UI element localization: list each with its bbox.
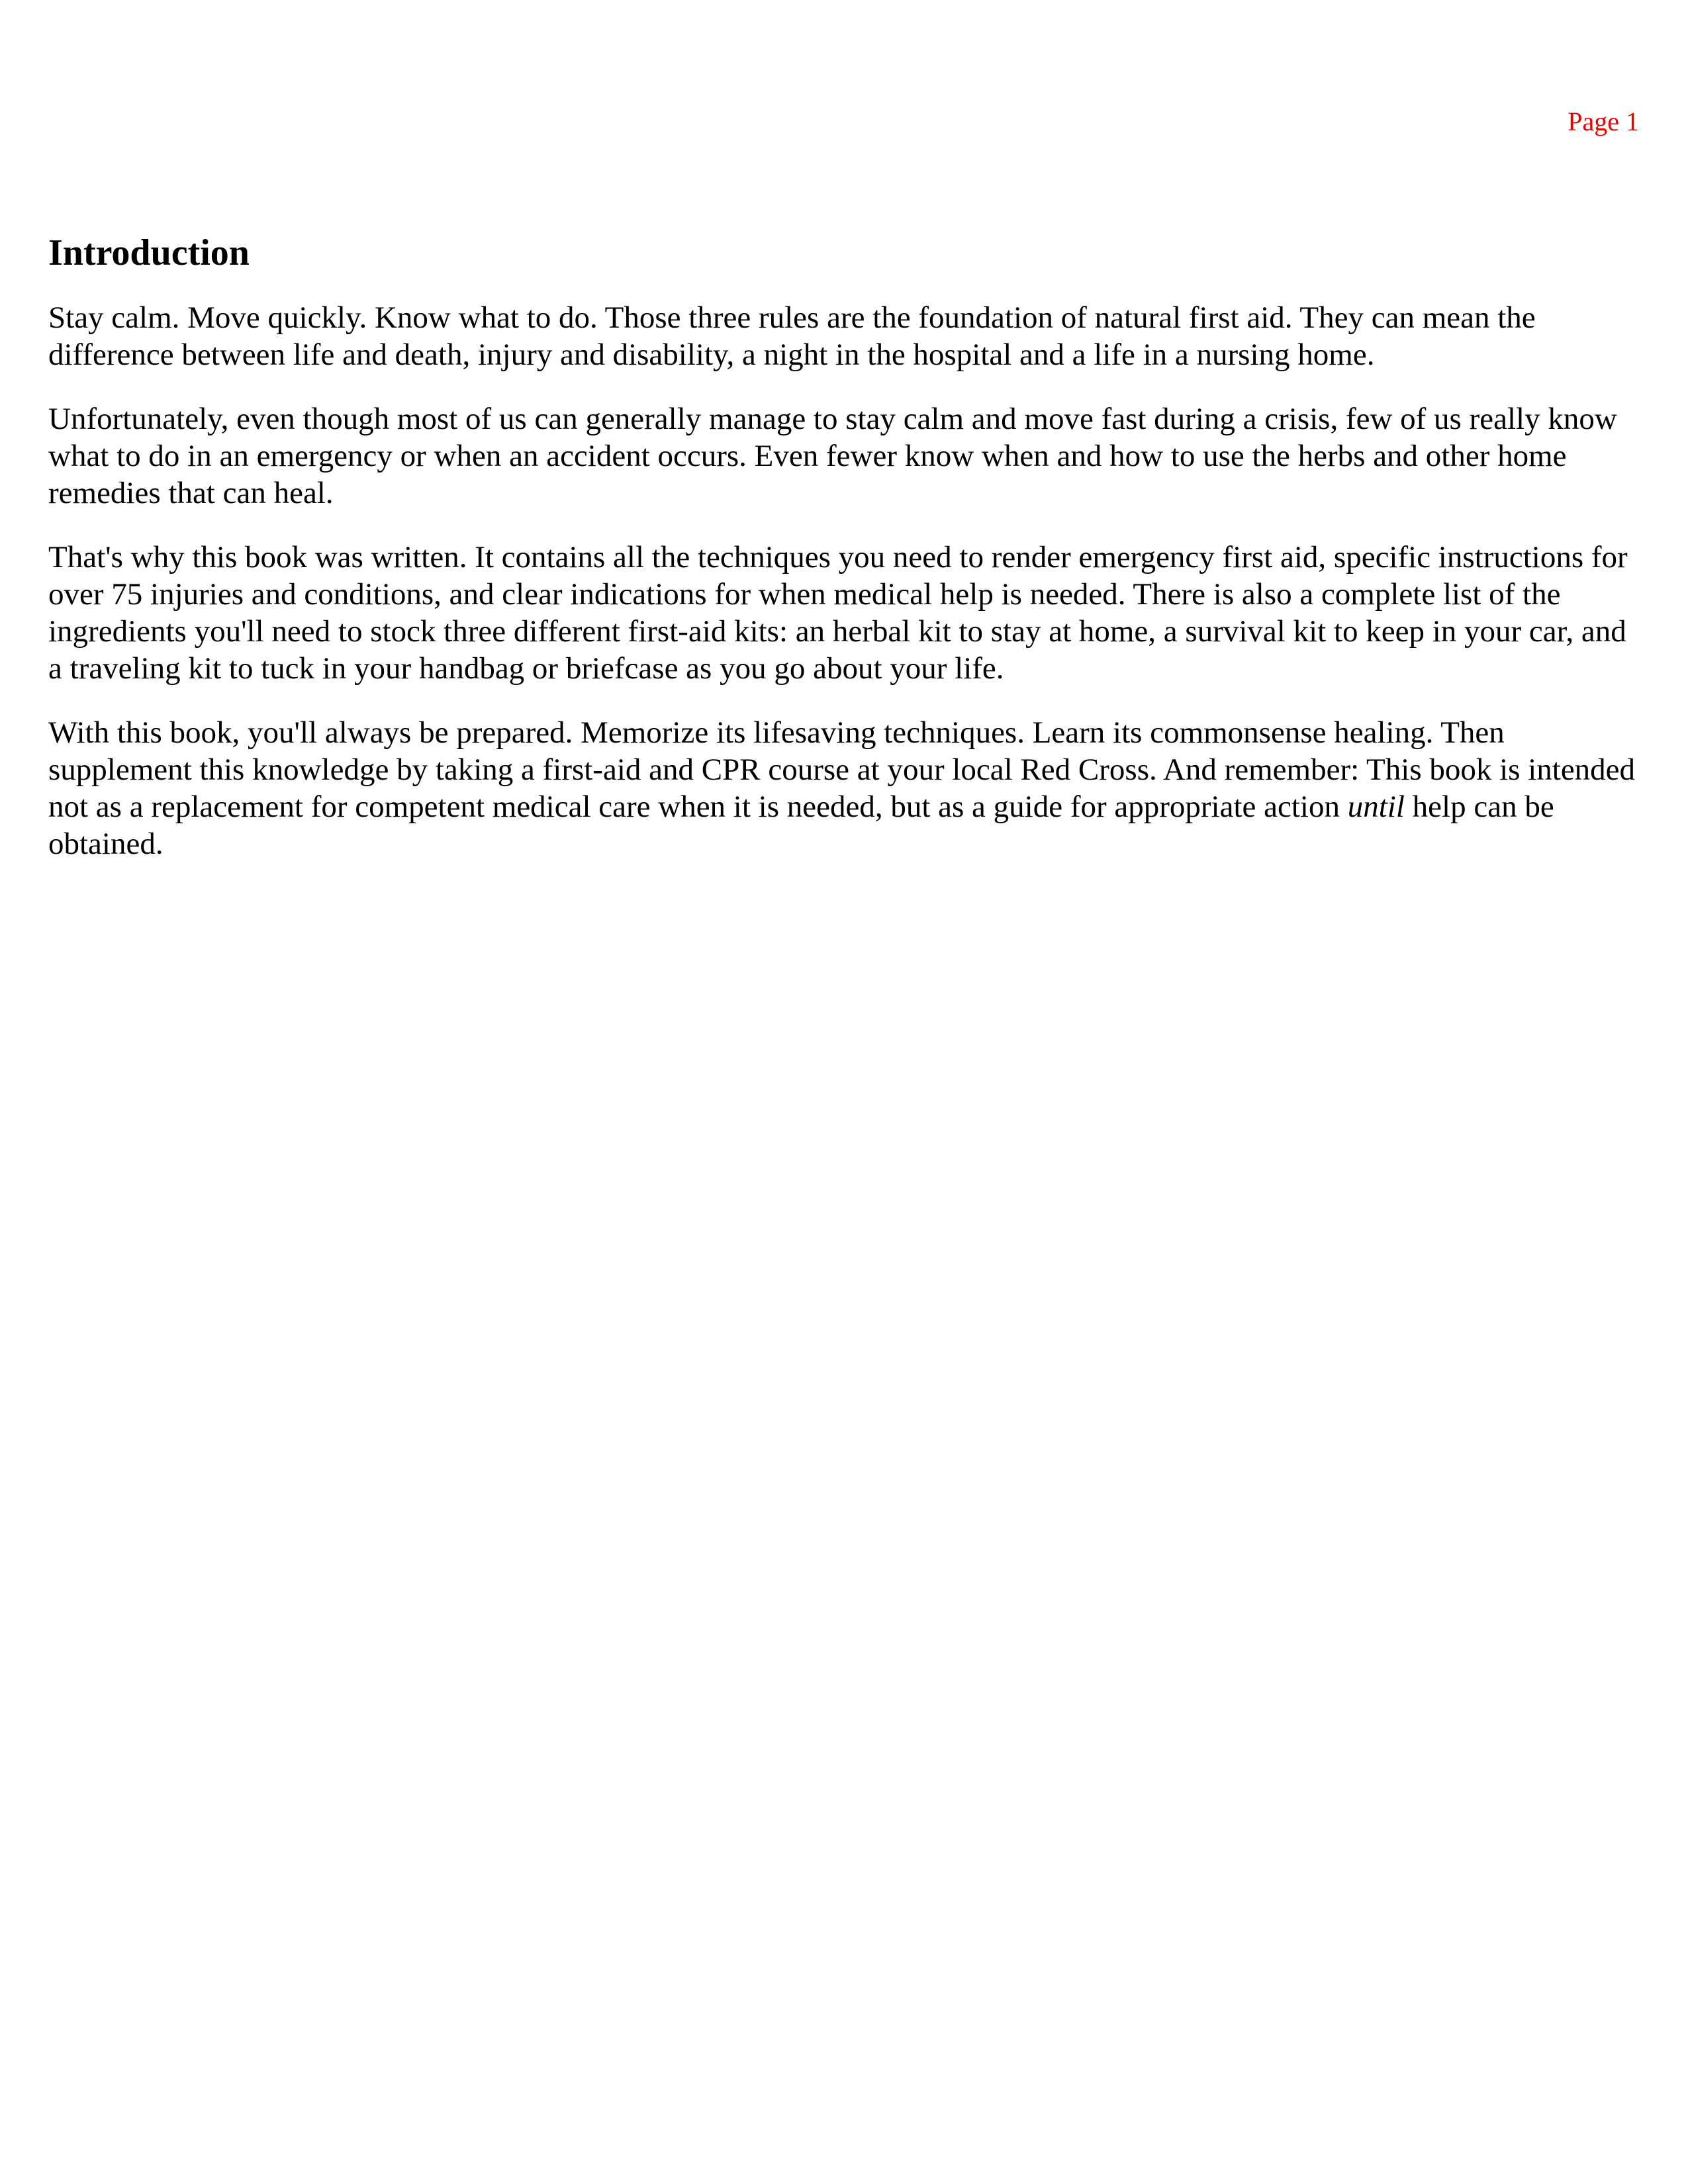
paragraph-4	[48, 714, 1640, 862]
paragraph-2: Unfortunately, even though most of us can generally manage to stay calm and move fast during a crisis, few of us really know what to do in an emergency or when an accident occurs. Even fewer know when and how to use the herbs and other home remedies that can heal.	[48, 402, 1617, 510]
section-heading: Introduction	[48, 232, 250, 273]
document-body	[48, 232, 1640, 889]
emphasis-until: until	[1347, 790, 1405, 824]
paragraph-4-tail: help can be obtained.	[48, 790, 1554, 861]
paragraph-4-text: With this book, you'll always be prepared. Memorize its lifesaving techniques. Learn its commonsense healing. Then supplement this knowledge by taking a first-aid and CPR course at your local Red Cross. And remember: This book is intended not as a replacement for competent medical care when it is needed, but as a guide for appropriate action	[48, 715, 1636, 824]
page-number: Page 1	[1568, 107, 1639, 136]
paragraph-3: That's why this book was written. It contains all the techniques you need to render emergency first aid, specific instructions for over 75 injuries and conditions, and clear indications for when medical help is needed. There is also a complete list of the ingredients you'll need to stock three different first-aid kits: an herbal kit to stay at home, a survival kit to keep in your car, and a traveling kit to tuck in your handbag or briefcase as you go about your life.	[48, 540, 1628, 686]
paragraph-1: Stay calm. Move quickly. Know what to do. Those three rules are the foundation of natural first aid. They can mean the difference between life and death, injury and disability, a night in the hospital and a life in a nursing home.	[48, 300, 1536, 372]
